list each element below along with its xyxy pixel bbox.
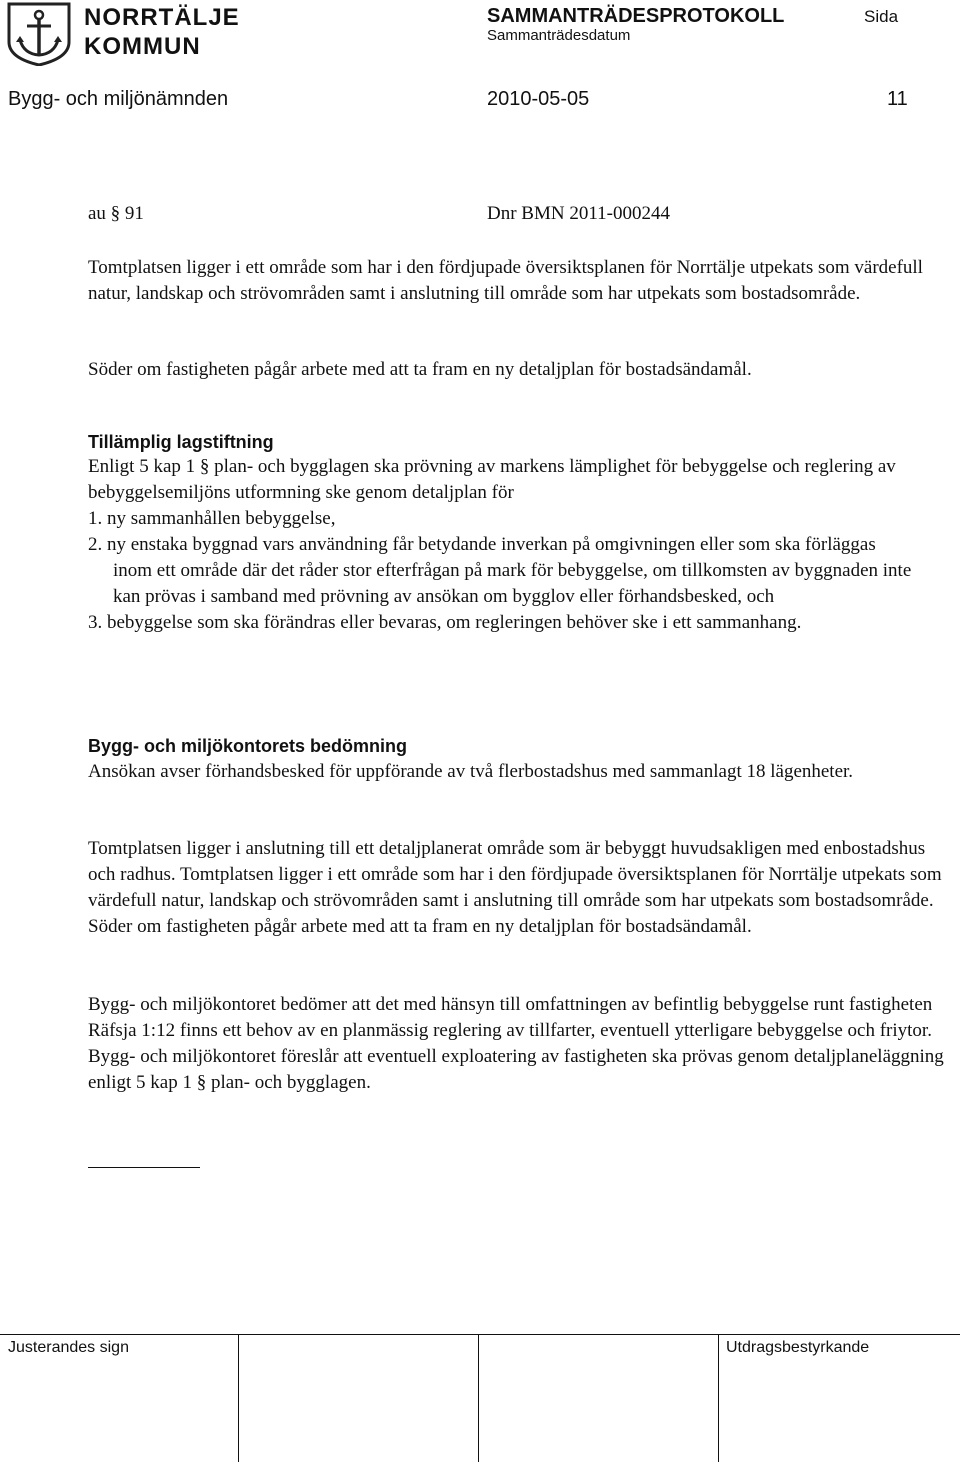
paragraph-assessment xyxy=(88,992,956,1096)
footer-divider xyxy=(718,1334,719,1462)
page-number: 11 xyxy=(887,88,908,110)
footer-justerande-sign: Justerandes sign xyxy=(8,1339,129,1356)
paragraph-reference: au § 91 xyxy=(88,203,144,224)
heading-applicable-legislation: Tillämplig lagstiftning xyxy=(88,432,274,452)
list-item: 3. bebyggelse som ska förändras eller bevaras, om regleringen behöver ske i ett sammanhang. xyxy=(88,612,802,633)
paragraph-application: Ansökan avser förhandsbesked för uppförande av två flerbostadshus med sammanlagt 18 lägenheter. xyxy=(88,761,854,782)
meeting-date-label: Sammanträdesdatum xyxy=(487,27,631,44)
footer-divider xyxy=(238,1334,239,1462)
signature-line xyxy=(88,1167,200,1168)
paragraph-legislation: Enligt 5 kap 1 § plan- och bygglagen ska prövning av markens lämplighet för bebyggelse och reglering av bebyggelsemiljöns utformning ske genom detaljplan för xyxy=(88,456,896,503)
footer-utdragsbestyrkande: Utdragsbestyrkande xyxy=(726,1339,870,1356)
proposal-text: Bygg- och miljökontoret föreslår att eventuell exploatering av fastigheten ska prövas genom detaljplaneläggning enligt 5 kap 1 § plan- och bygglagen. xyxy=(88,1046,944,1093)
page-label: Sida xyxy=(864,7,899,26)
list-item: 2. ny enstaka byggnad vars användning får betydande inverkan på omgivningen eller som ska förläggas inom ett område där det råder stor efterfrågan på mark för bebyggelse, om tillkomsten av byggnaden inte kan prövas i samband med prövning av ansökan om bygglov eller förhandsbesked, och xyxy=(88,534,912,607)
org-name-line1: NORRTÄLJE xyxy=(84,4,240,31)
committee-name: Bygg- och miljönämnden xyxy=(8,88,229,110)
footer-divider xyxy=(478,1334,479,1462)
paragraph-site-context: Tomtplatsen ligger i anslutning till ett detaljplanerat område som är bebyggt huvudsakligen med enbostadshus och radhus. Tomtplatsen ligger i ett område som har i den fördjupade översiktsplanen för Norrtälje utpekats som värdefull natur, landskap och strövområden samt i anslutning till område som har utpekats som bostadsområde. Söder om fastigheten pågår arbete med att ta fram en ny detaljplan för bostadsändamål. xyxy=(88,838,942,937)
paragraph-site-location: Tomtplatsen ligger i ett område som har i den fördjupade översiktsplanen för Norrtälje utpekats som värdefull natur, landskap och strövområden samt i anslutning till område som har utpekats som bostadsområde. xyxy=(88,257,923,304)
municipality-logo-icon xyxy=(6,2,72,66)
meeting-date: 2010-05-05 xyxy=(487,88,590,110)
assessment-text: Bygg- och miljökontoret bedömer att det med hänsyn till omfattningen av befintlig bebyggelse runt fastigheten Räfsja 1:12 finns ett behov av en planmässig reglering av tillfarter, eventuell ytterligare bebyggelse och friytor. xyxy=(88,994,933,1041)
legislation-list xyxy=(88,506,918,636)
case-number: Dnr BMN 2011-000244 xyxy=(487,203,670,224)
org-name-line2: KOMMUN xyxy=(84,33,201,60)
list-item: 1. ny sammanhållen bebyggelse, xyxy=(88,508,336,529)
paragraph-detail-plan-work: Söder om fastigheten pågår arbete med att ta fram en ny detaljplan för bostadsändamål. xyxy=(88,359,752,380)
protocol-title: SAMMANTRÄDESPROTOKOLL xyxy=(487,5,785,27)
heading-office-assessment: Bygg- och miljökontorets bedömning xyxy=(88,736,407,756)
